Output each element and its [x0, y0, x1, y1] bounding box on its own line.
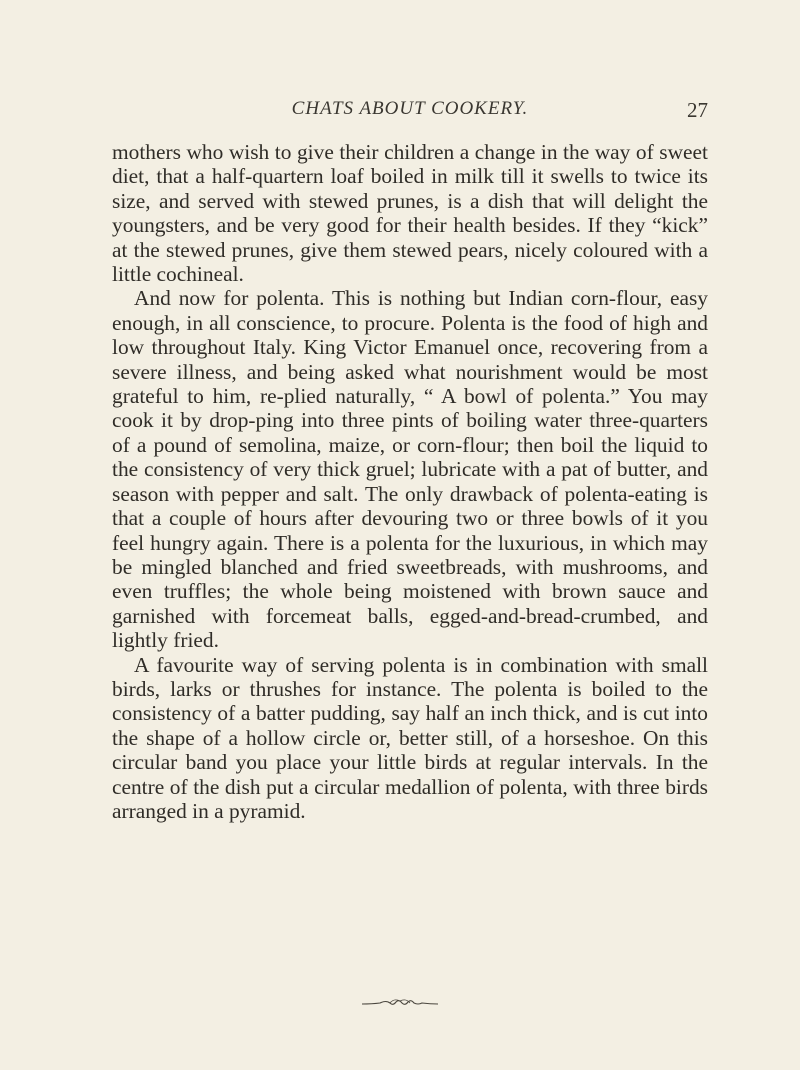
tailpiece-ornament-icon [360, 998, 440, 1008]
paragraph-polenta: And now for polenta. This is nothing but Indian corn-flour, easy enough, in all conscience, to procure. Polenta is the food of high and low throughout Italy. King Victor Emanuel once, recovering from a severe illness, and being asked what nourishment would be most grateful to him, re-plied naturally, “ A bowl of polenta.” You may cook it by drop-ping into three pints of boiling water three-quarters of a pound of semolina, maize, or corn-flour; then boil the liquid to the consistency of very thick gruel; lubricate with a pat of butter, and season with pepper and salt. The only drawback of polenta-eating is that a couple of hours after devouring two or three bowls of it you feel hungry again. There is a polenta for the luxurious, in which may be mingled blanched and fried sweetbreads, with mushrooms, and even truffles; the whole being moistened with brown sauce and garnished with forcemeat balls, egged-and-bread-crumbed, and lightly fried. [112, 286, 708, 653]
body-text [112, 140, 708, 823]
running-title: CHATS ABOUT COOKERY. [291, 98, 529, 119]
paragraph-polenta-birds: A favourite way of serving polenta is in combination with small birds, larks or thrushes for instance. The polenta is boiled to the consistency of a batter pudding, say half an inch thick, and is cut into the shape of a hollow circle or, better still, of a horseshoe. On this circular band you place your little birds at regular intervals. In the centre of the dish put a circular medallion of polenta, with three birds arranged in a pyramid. [112, 652, 708, 823]
running-head [112, 98, 708, 124]
paragraph-continuation: mothers who wish to give their children a change in the way of sweet diet, that a half-quartern loaf boiled in milk till it swells to twice its size, and served with stewed prunes, is a dish that will delight the youngsters, and be very good for their health besides. If they “kick” at the stewed prunes, give them stewed pears, nicely coloured with a little cochineal. [112, 140, 708, 287]
page-number: 27 [687, 98, 708, 122]
